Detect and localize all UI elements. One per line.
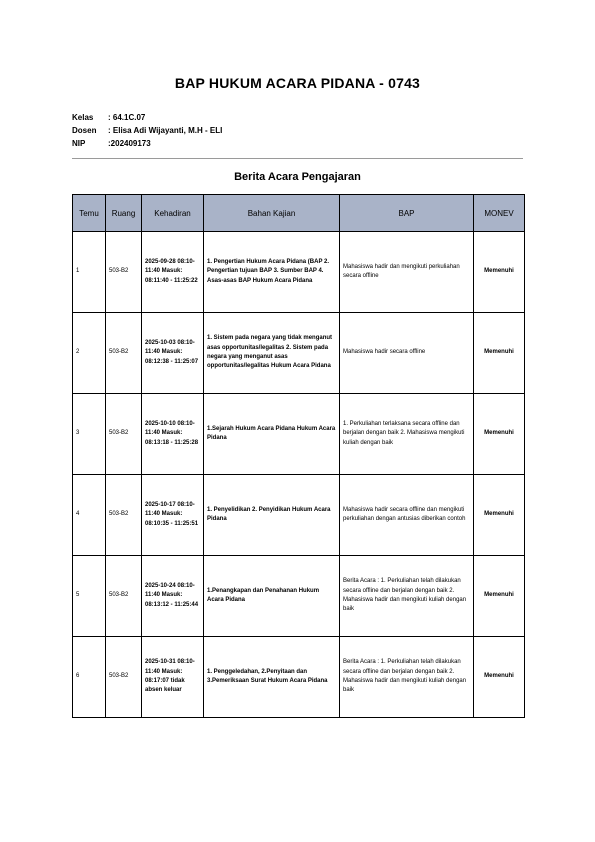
cell-monev: Memenuhi: [474, 637, 525, 718]
cell-bahan-kajian: 1.Penangkapan dan Penahanan Hukum Acara Pidana: [204, 556, 340, 637]
cell-monev: Memenuhi: [474, 475, 525, 556]
cell-temu: 4: [73, 475, 106, 556]
cell-ruang: 503-B2: [106, 232, 142, 313]
cell-bahan-kajian: 1. Penggeledahan, 2.Penyitaan dan 3.Pemeriksaan Surat Hukum Acara Pidana: [204, 637, 340, 718]
bap-table: [72, 194, 525, 718]
cell-kehadiran: 2025-09-28 08:10-11:40 Masuk: 08:11:40 - 11:25:22: [142, 232, 204, 313]
cell-bahan-kajian: 1. Pengertian Hukum Acara Pidana (BAP 2. Pengertian tujuan BAP 3. Sumber BAP 4. Asas-asas BAP Hukum Acara Pidana: [204, 232, 340, 313]
header-temu: Temu: [73, 195, 106, 232]
table-row: [73, 637, 525, 718]
cell-kehadiran: 2025-10-31 08:10-11:40 Masuk: 08:17:07 tidak absen keluar: [142, 637, 204, 718]
cell-monev: Memenuhi: [474, 232, 525, 313]
table-row: [73, 475, 525, 556]
table-row: [73, 232, 525, 313]
cell-temu: 3: [73, 394, 106, 475]
meta-key: NIP: [72, 139, 86, 148]
meta-key: Dosen: [72, 126, 97, 135]
cell-kehadiran: 2025-10-10 08:10-11:40 Masuk: 08:13:18 - 11:25:28: [142, 394, 204, 475]
section-title: Berita Acara Pengajaran: [234, 171, 361, 183]
meta-value: :202409173: [108, 139, 151, 148]
cell-ruang: 503-B2: [106, 394, 142, 475]
cell-kehadiran: 2025-10-24 08:10-11:40 Masuk: 08:13:12 - 11:25:44: [142, 556, 204, 637]
cell-ruang: 503-B2: [106, 637, 142, 718]
cell-monev: Memenuhi: [474, 313, 525, 394]
meta-key: Kelas: [72, 113, 94, 122]
divider: [72, 158, 523, 159]
cell-temu: 2: [73, 313, 106, 394]
header-kehadiran: Kehadiran: [142, 195, 204, 232]
meta-value: : Elisa Adi Wijayanti, M.H - ELI: [108, 126, 223, 135]
header-bahan-kajian: Bahan Kajian: [204, 195, 340, 232]
meta-row-dosen: [72, 124, 222, 137]
cell-temu: 6: [73, 637, 106, 718]
cell-ruang: 503-B2: [106, 556, 142, 637]
header-bap: BAP: [340, 195, 474, 232]
table-row: [73, 394, 525, 475]
cell-temu: 5: [73, 556, 106, 637]
cell-kehadiran: 2025-10-17 08:10-11:40 Masuk: 08:10:35 - 11:25:51: [142, 475, 204, 556]
cell-kehadiran: 2025-10-03 08:10-11:40 Masuk: 08:12:38 - 11:25:07: [142, 313, 204, 394]
cell-bap: Berita Acara : 1. Perkuliahan telah dilakukan secara offline dan berjalan dengan baik 2. Mahasiswa hadir dan mengikuti kuliah dengan baik: [340, 637, 474, 718]
cell-temu: 1: [73, 232, 106, 313]
table-row: [73, 313, 525, 394]
cell-monev: Memenuhi: [474, 394, 525, 475]
meta-row-nip: [72, 137, 222, 150]
cell-bahan-kajian: 1.Sejarah Hukum Acara Pidana Hukum Acara Pidana: [204, 394, 340, 475]
cell-bap: Berita Acara : 1. Perkuliahan telah dilakukan secara offline dan berjalan dengan baik 2. Mahasiswa hadir dan mengikuti kuliah dengan baik: [340, 556, 474, 637]
cell-bahan-kajian: 1. Penyelidikan 2. Penyidikan Hukum Acara Pidana: [204, 475, 340, 556]
cell-bahan-kajian: 1. Sistem pada negara yang tidak menganut asas opportunitas/legalitas 2. Sistem pada negara yang menganut asas opportunitas/legalitas Hukum Acara Pidana: [204, 313, 340, 394]
cell-monev: Memenuhi: [474, 556, 525, 637]
document-title: BAP HUKUM ACARA PIDANA - 0743: [174, 75, 421, 91]
table-header-row: [73, 195, 525, 232]
header-monev: MONEV: [474, 195, 525, 232]
class-info: [72, 111, 222, 150]
meta-value: : 64.1C.07: [108, 113, 146, 122]
cell-ruang: 503-B2: [106, 313, 142, 394]
cell-bap: Mahasiswa hadir secara offline dan mengikuti perkuliahan dengan antusias diberikan contoh: [340, 475, 474, 556]
cell-bap: 1. Perkuliahan terlaksana secara offline dan berjalan dengan baik 2. Mahasiswa mengikuti kuliah dengan baik: [340, 394, 474, 475]
table-row: [73, 556, 525, 637]
header-ruang: Ruang: [106, 195, 142, 232]
cell-bap: Mahasiswa hadir secara offline: [340, 313, 474, 394]
cell-ruang: 503-B2: [106, 475, 142, 556]
cell-bap: Mahasiswa hadir dan mengikuti perkuliahan secara offline: [340, 232, 474, 313]
meta-row-kelas: [72, 111, 222, 124]
